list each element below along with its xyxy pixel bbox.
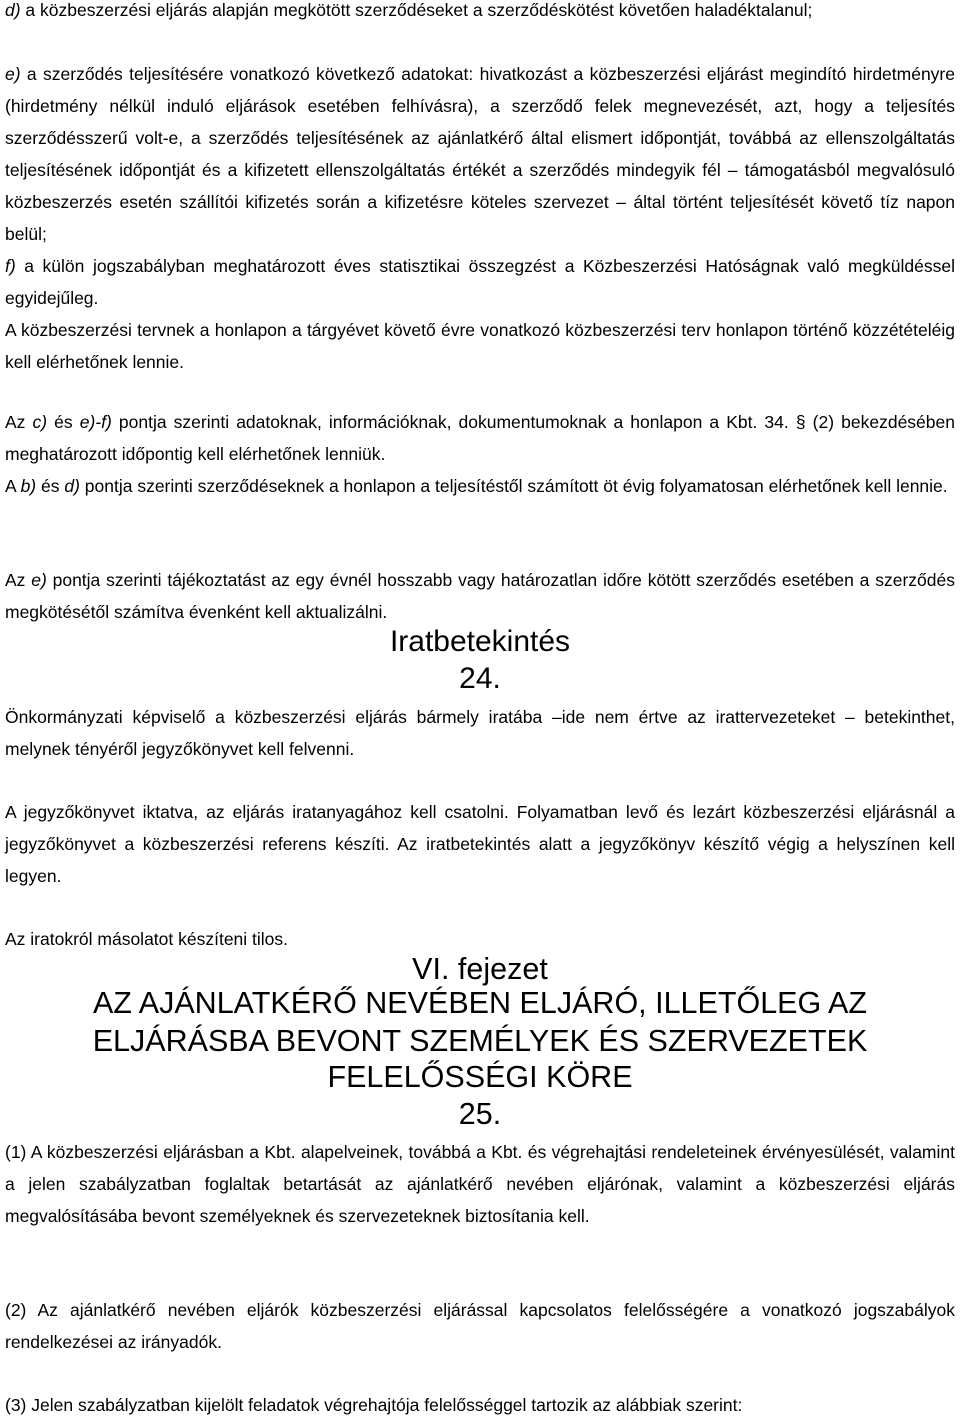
paragraph-text: A xyxy=(5,476,21,496)
point-label: e)-f) xyxy=(79,412,112,432)
paragraph-text: Az xyxy=(5,570,32,590)
paragraph-text: a közbeszerzési eljárás alapján megkötött szerződéseket a szerződéskötést követően haladéktalanul; xyxy=(20,0,813,20)
paragraph-text: Az xyxy=(5,412,33,432)
point-label: e) xyxy=(5,64,21,84)
paragraph-25-2: (2) Az ajánlatkérő nevében eljárók közbeszerzési eljárással kapcsolatos felelősségére a vonatkozó jogszabályok rendelkezései az irányadók. xyxy=(5,1300,955,1352)
paragraph-point-d xyxy=(5,0,955,26)
chapter-title-line-1: AZ AJÁNLATKÉRŐ NEVÉBEN ELJÁRÓ, ILLETŐLEG AZ xyxy=(92,986,868,1020)
paragraph-inspection: Önkormányzati képviselő a közbeszerzési eljárás bármely iratába –ide nem értve az irattervezeteket – betekinthet, melynek tényéről jegyzőkönyvet kell felvenni. xyxy=(5,707,955,759)
chapter-title-line-3: FELELŐSSÉGI KÖRE xyxy=(327,1060,633,1094)
paragraph-minutes: A jegyzőkönyvet iktatva, az eljárás iratanyagához kell csatolni. Folyamatban levő és lezárt közbeszerzési eljárásnál a jegyzőkönyvet a közbeszerzési referens készíti. Az iratbetekintés alatt a jegyzőkönyv készítő végig a helyszínen kell legyen. xyxy=(5,802,955,886)
paragraph-text: pontja szerinti tájékoztatást az egy évnél hosszabb vagy határozatlan időre kötött szerződés esetében a szerződés megkötésétől számítva évenként kell aktualizálni. xyxy=(5,570,955,622)
paragraph-availability xyxy=(5,406,955,470)
section-title-iratbetekintes: Iratbetekintés xyxy=(389,625,571,658)
paragraph-update xyxy=(5,564,955,628)
paragraph-copy-ban: Az iratokról másolatot készíteni tilos. xyxy=(5,929,289,949)
paragraph-25-3: (3) Jelen szabályzatban kijelölt feladatok végrehajtója felelősséggel tartozik az alábbiak szerint: xyxy=(5,1395,743,1415)
point-label: e) xyxy=(31,570,47,590)
chapter-label: VI. fejezet xyxy=(412,952,548,986)
paragraph-plan: A közbeszerzési tervnek a honlapon a tárgyévet követő évre vonatkozó közbeszerzési terv honlapon történő közzétételéig kell elérhetőnek lennie. xyxy=(5,320,955,372)
paragraph-text: és xyxy=(36,476,65,496)
point-label: f) xyxy=(5,256,16,276)
paragraph-contracts xyxy=(5,470,955,502)
point-label: d) xyxy=(5,0,21,20)
paragraph-point-e xyxy=(5,58,955,250)
section-number-25: 25. xyxy=(458,1097,502,1131)
point-label: d) xyxy=(64,476,80,496)
paragraph-point-f xyxy=(5,250,955,314)
paragraph-text: a szerződés teljesítésére vonatkozó következő adatokat: hivatkozást a közbeszerzési eljárást megindító hirdetményre (hirdetmény nélkül induló eljárások esetében felhívásra), a szerződő felek megnevezését, azt, hogy a teljesítés szerződésszerű volt-e, a szerződés teljesítésének az ajánlatkérő által elismert időpontját, továbbá az ellenszolgáltatás teljesítésének időpontját és a kifizetett ellenszolgáltatás értékét a szerződés mindegyik fél – támogatásból megvalósuló közbeszerzés esetén szállítói kifizetés során a kifizetésre köteles szervezet – által történt teljesítését követő tíz napon belül; xyxy=(5,64,955,244)
point-label: c) xyxy=(32,412,48,432)
paragraph-text: és xyxy=(47,412,80,432)
section-number-24: 24. xyxy=(459,662,501,695)
paragraph-text: a külön jogszabályban meghatározott éves statisztikai összegzést a Közbeszerzési Hatóságnak való megküldéssel egyidejűleg. xyxy=(5,256,955,308)
paragraph-25-1: (1) A közbeszerzési eljárásban a Kbt. alapelveinek, továbbá a Kbt. és végrehajtási rendeleteinek érvényesülését, valamint a jelen szabályzatban foglaltak betartását az ajánlatkérő nevében eljárónak, valamint a közbeszerzési eljárás megvalósításába bevont személyeknek és szervezeteknek biztosítania kell. xyxy=(5,1142,955,1226)
paragraph-text: pontja szerinti adatoknak, információknak, dokumentumoknak a honlapon a Kbt. 34. § (2) bekezdésében meghatározott időpontig kell elérhetőnek lenniük. xyxy=(5,412,955,464)
paragraph-text: pontja szerinti szerződéseknek a honlapon a teljesítéstől számított öt évig folyamatosan elérhetőnek kell lennie. xyxy=(79,476,948,496)
point-label: b) xyxy=(20,476,37,496)
chapter-title-line-2: ELJÁRÁSBA BEVONT SZEMÉLYEK ÉS SZERVEZETEK xyxy=(92,1024,868,1058)
